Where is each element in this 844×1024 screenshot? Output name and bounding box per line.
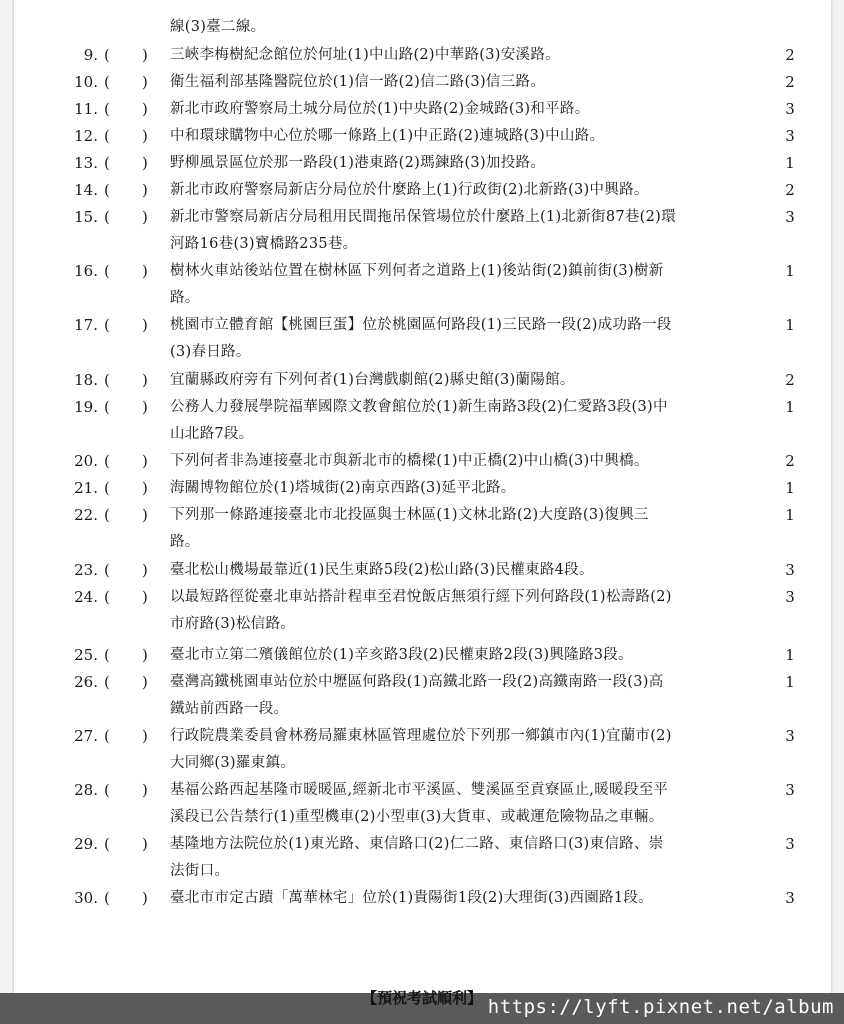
question-item — [14, 448, 831, 475]
answer-key: 1 — [785, 646, 795, 664]
question-number: 26. — [74, 673, 98, 691]
question-text: 新北市政府警察局新店分局位於什麼路上(1)行政街(2)北新路(3)中興路。 — [170, 182, 649, 198]
question-item — [14, 394, 831, 442]
answer-paren-close: ) — [142, 127, 148, 145]
answer-paren-open: ( — [104, 646, 110, 664]
answer-paren-close: ) — [142, 46, 148, 64]
answer-key: 2 — [785, 46, 795, 64]
answer-key: 1 — [785, 154, 795, 172]
answer-paren-close: ) — [142, 506, 148, 524]
question-text-continued: 法街口。 — [170, 863, 230, 879]
question-item — [14, 642, 831, 669]
question-text: 中和環球購物中心位於哪一條路上(1)中正路(2)連城路(3)中山路。 — [170, 128, 605, 144]
question-item — [14, 42, 831, 69]
question-item — [14, 885, 831, 912]
answer-key: 1 — [785, 398, 795, 416]
question-item — [14, 258, 831, 306]
question-item — [14, 669, 831, 717]
question-text: 三峽李梅樹紀念館位於何址(1)中山路(2)中華路(3)安溪路。 — [170, 47, 560, 63]
question-item — [14, 777, 831, 825]
question-text: 臺北松山機場最靠近(1)民生東路5段(2)松山路(3)民權東路4段。 — [170, 562, 594, 578]
question-item — [14, 177, 831, 204]
question-number: 23. — [74, 561, 98, 579]
answer-paren-close: ) — [142, 208, 148, 226]
question-text-continued: 河路16巷(3)寶橋路235巷。 — [170, 236, 358, 252]
question-item — [14, 150, 831, 177]
question-text-continued: 山北路7段。 — [170, 426, 254, 442]
question-text-continued: 路。 — [170, 534, 200, 550]
question-text: 臺灣高鐵桃園車站位於中壢區何路段(1)高鐵北路一段(2)高鐵南路一段(3)高 — [170, 674, 664, 690]
answer-paren-close: ) — [142, 398, 148, 416]
answer-paren-open: ( — [104, 727, 110, 745]
question-number: 28. — [74, 781, 98, 799]
question-number: 15. — [74, 208, 98, 226]
answer-paren-open: ( — [104, 588, 110, 606]
answer-key: 3 — [785, 588, 795, 606]
question-item — [14, 584, 831, 632]
question-number: 17. — [74, 316, 98, 334]
question-number: 25. — [74, 646, 98, 664]
question-item — [14, 312, 831, 360]
question-text: 海關博物館位於(1)塔城街(2)南京西路(3)延平北路。 — [170, 480, 516, 496]
answer-key: 3 — [785, 100, 795, 118]
question-number: 30. — [74, 889, 98, 907]
answer-key: 3 — [785, 208, 795, 226]
answer-paren-open: ( — [104, 208, 110, 226]
question-text-continued: 大同鄉(3)羅東鎮。 — [170, 755, 296, 771]
question-number: 9. — [83, 46, 98, 64]
continuation-line: 線(3)臺二線。 — [170, 19, 266, 35]
answer-paren-close: ) — [142, 73, 148, 91]
answer-paren-open: ( — [104, 371, 110, 389]
answer-key: 1 — [785, 316, 795, 334]
question-text-continued: 溪段已公告禁行(1)重型機車(2)小型車(3)大貨車、或載運危險物品之車輛。 — [170, 809, 664, 825]
answer-paren-open: ( — [104, 100, 110, 118]
question-text: 新北市政府警察局土城分局位於(1)中央路(2)金城路(3)和平路。 — [170, 101, 590, 117]
question-text: 宜蘭縣政府旁有下列何者(1)台灣戲劇館(2)縣史館(3)蘭陽館。 — [170, 372, 575, 388]
answer-paren-open: ( — [104, 479, 110, 497]
answer-paren-open: ( — [104, 154, 110, 172]
question-number: 27. — [74, 727, 98, 745]
answer-key: 2 — [785, 371, 795, 389]
answer-paren-close: ) — [142, 100, 148, 118]
question-text: 下列那一條路連接臺北市北投區與士林區(1)文林北路(2)大度路(3)復興三 — [170, 507, 649, 523]
question-text: 新北市警察局新店分局租用民間拖吊保管場位於什麼路上(1)北新街87巷(2)環 — [170, 209, 676, 225]
question-text: 基隆地方法院位於(1)東光路、東信路口(2)仁二路、東信路口(3)東信路、崇 — [170, 836, 664, 852]
answer-paren-close: ) — [142, 588, 148, 606]
answer-key: 3 — [785, 835, 795, 853]
answer-key: 2 — [785, 452, 795, 470]
question-item — [14, 502, 831, 550]
answer-key: 1 — [785, 506, 795, 524]
question-item — [14, 204, 831, 252]
question-text: 以最短路徑從臺北車站搭計程車至君悅飯店無須行經下列何路段(1)松壽路(2) — [170, 589, 672, 605]
answer-paren-open: ( — [104, 506, 110, 524]
answer-paren-close: ) — [142, 316, 148, 334]
question-text: 桃園市立體育館【桃園巨蛋】位於桃園區何路段(1)三民路一段(2)成功路一段 — [170, 317, 672, 333]
answer-paren-close: ) — [142, 889, 148, 907]
question-number: 22. — [74, 506, 98, 524]
question-text-continued: 鐵站前西路一段。 — [170, 701, 289, 717]
answer-key: 1 — [785, 479, 795, 497]
question-text: 基福公路西起基隆市暖暖區,經新北市平溪區、雙溪區至貢寮區止,暖暖段至平 — [170, 782, 669, 798]
answer-paren-open: ( — [104, 673, 110, 691]
answer-paren-open: ( — [104, 316, 110, 334]
footer-message: 【預祝考試順利】 — [361, 989, 482, 1007]
exam-page — [14, 0, 831, 1024]
question-text: 臺北市市定古蹟「萬華林宅」位於(1)貴陽街1段(2)大理街(3)西園路1段。 — [170, 890, 653, 906]
question-number: 12. — [74, 127, 98, 145]
answer-key: 3 — [785, 127, 795, 145]
question-number: 10. — [74, 73, 98, 91]
answer-paren-open: ( — [104, 835, 110, 853]
answer-paren-open: ( — [104, 452, 110, 470]
question-number: 24. — [74, 588, 98, 606]
answer-paren-close: ) — [142, 561, 148, 579]
answer-paren-open: ( — [104, 181, 110, 199]
answer-paren-close: ) — [142, 181, 148, 199]
question-number: 19. — [74, 398, 98, 416]
question-text: 行政院農業委員會林務局羅東林區管理處位於下列那一鄉鎮市內(1)宜蘭市(2) — [170, 728, 672, 744]
answer-paren-open: ( — [104, 46, 110, 64]
answer-key: 1 — [785, 262, 795, 280]
question-item — [14, 475, 831, 502]
question-number: 18. — [74, 371, 98, 389]
question-text-continued: (3)春日路。 — [170, 344, 251, 360]
answer-paren-open: ( — [104, 781, 110, 799]
question-number: 13. — [74, 154, 98, 172]
question-text: 野柳風景區位於那一路段(1)港東路(2)瑪鍊路(3)加投路。 — [170, 155, 546, 171]
question-text: 公務人力發展學院福華國際文教會館位於(1)新生南路3段(2)仁愛路3段(3)中 — [170, 399, 668, 415]
question-item — [14, 557, 831, 584]
answer-paren-close: ) — [142, 727, 148, 745]
question-item — [14, 69, 831, 96]
answer-paren-close: ) — [142, 371, 148, 389]
question-number: 14. — [74, 181, 98, 199]
answer-paren-close: ) — [142, 154, 148, 172]
answer-paren-close: ) — [142, 452, 148, 470]
answer-paren-close: ) — [142, 673, 148, 691]
answer-paren-close: ) — [142, 835, 148, 853]
question-text-continued: 市府路(3)松信路。 — [170, 616, 296, 632]
answer-key: 3 — [785, 889, 795, 907]
question-item — [14, 723, 831, 771]
answer-paren-close: ) — [142, 646, 148, 664]
question-item — [14, 831, 831, 879]
answer-paren-open: ( — [104, 889, 110, 907]
question-number: 11. — [74, 100, 98, 118]
answer-key: 3 — [785, 781, 795, 799]
question-item — [14, 367, 831, 394]
answer-key: 1 — [785, 673, 795, 691]
question-item — [14, 123, 831, 150]
question-text: 樹林火車站後站位置在樹林區下列何者之道路上(1)後站街(2)鎮前街(3)樹新 — [170, 263, 664, 279]
answer-key: 2 — [785, 73, 795, 91]
answer-paren-close: ) — [142, 479, 148, 497]
answer-paren-close: ) — [142, 781, 148, 799]
question-text: 臺北市立第二殯儀館位於(1)辛亥路3段(2)民權東路2段(3)興隆路3段。 — [170, 647, 633, 663]
answer-paren-close: ) — [142, 262, 148, 280]
answer-paren-open: ( — [104, 127, 110, 145]
answer-paren-open: ( — [104, 561, 110, 579]
answer-paren-open: ( — [104, 398, 110, 416]
answer-key: 3 — [785, 561, 795, 579]
answer-paren-open: ( — [104, 262, 110, 280]
question-number: 16. — [74, 262, 98, 280]
question-item — [14, 96, 831, 123]
question-number: 20. — [74, 452, 98, 470]
question-number: 29. — [74, 835, 98, 853]
question-text: 下列何者非為連接臺北市與新北市的橋樑(1)中正橋(2)中山橋(3)中興橋。 — [170, 453, 649, 469]
question-text-continued: 路。 — [170, 290, 200, 306]
answer-paren-open: ( — [104, 73, 110, 91]
answer-key: 2 — [785, 181, 795, 199]
question-text: 衛生福利部基隆醫院位於(1)信一路(2)信二路(3)信三路。 — [170, 74, 546, 90]
answer-key: 3 — [785, 727, 795, 745]
question-number: 21. — [74, 479, 98, 497]
watermark-url: https://lyft.pixnet.net/album — [487, 996, 834, 1018]
